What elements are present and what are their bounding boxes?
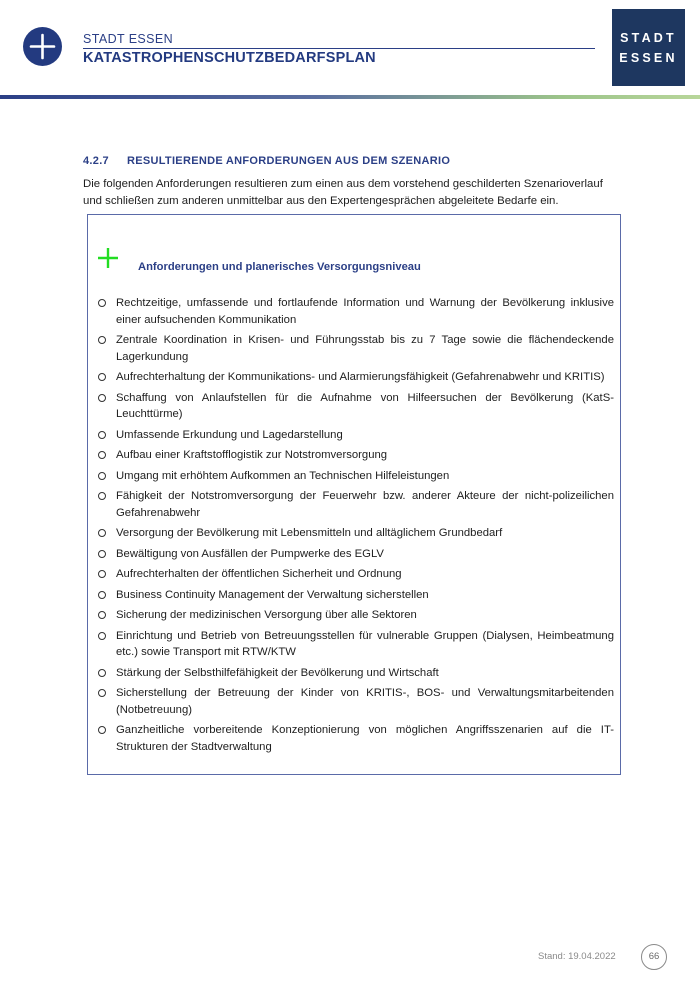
circle-bullet-icon: [98, 472, 106, 480]
plus-icon: [23, 27, 62, 66]
circle-bullet-icon: [98, 529, 106, 537]
section-title: RESULTIERENDE ANFORDERUNGEN AUS DEM SZENARIO: [126, 155, 451, 167]
stadt-essen-logo: [612, 9, 685, 86]
circle-bullet-icon: [98, 726, 106, 734]
list-item: Versorgung der Bevölkerung mit Lebensmitteln und alltäglichem Grundbedarf: [96, 525, 614, 542]
list-item: Rechtzeitige, umfassende und fortlaufende Information und Warnung der Bevölkerung inklusive einer aufsuchenden Kommunikation: [96, 295, 614, 328]
list-item: Fähigkeit der Notstromversorgung der Feuerwehr bzw. anderer Akteure der nicht-polizeilichen Gefahrenabwehr: [96, 488, 614, 521]
list-item: Umgang mit erhöhtem Aufkommen an Technischen Hilfeleistungen: [96, 468, 614, 485]
circle-bullet-icon: [98, 570, 106, 578]
footer-date: Stand: 19.04.2022: [538, 951, 616, 962]
header-plus-badge: [23, 27, 62, 66]
section-intro: Die folgenden Anforderungen resultieren zum einen aus dem vorstehend geschilderten Szenarioverlauf und schließen zum anderen unmittelbar aus den Expertengesprächen abgeleitete Bedarfe ein.: [83, 178, 603, 207]
circle-bullet-icon: [98, 431, 106, 439]
section-number: 4.2.7: [83, 155, 109, 167]
list-item: Zentrale Koordination in Krisen- und Führungsstab bis zu 7 Tage sowie die flächendeckende Lagerkundung: [96, 332, 614, 365]
header-gradient-bar: [0, 95, 700, 99]
list-item: Sicherung der medizinischen Versorgung über alle Sektoren: [96, 607, 614, 624]
circle-bullet-icon: [98, 299, 106, 307]
requirements-list: [96, 295, 614, 759]
list-item: Ganzheitliche vorbereitende Konzeptionierung von möglichen Angriffsszenarien auf die IT-Strukturen der Stadtverwaltung: [96, 722, 614, 755]
circle-bullet-icon: [98, 451, 106, 459]
circle-bullet-icon: [98, 611, 106, 619]
circle-bullet-icon: [98, 689, 106, 697]
circle-bullet-icon: [98, 492, 106, 500]
logo-line-1: STADT: [620, 31, 677, 45]
circle-bullet-icon: [98, 669, 106, 677]
list-item: Aufrechterhaltung der Kommunikations- und Alarmierungsfähigkeit (Gefahrenabwehr und KRITIS): [96, 369, 614, 386]
circle-bullet-icon: [98, 336, 106, 344]
list-item: Stärkung der Selbsthilfefähigkeit der Bevölkerung und Wirtschaft: [96, 665, 614, 682]
list-item: Business Continuity Management der Verwaltung sicherstellen: [96, 587, 614, 604]
list-item: Aufrechterhalten der öffentlichen Sicherheit und Ordnung: [96, 566, 614, 583]
page-number: 66: [641, 944, 667, 970]
list-item: Aufbau einer Kraftstofflogistik zur Notstromversorgung: [96, 447, 614, 464]
document-title: KATASTROPHENSCHUTZBEDARFSPLAN: [83, 50, 376, 66]
green-plus-icon: [96, 246, 120, 270]
section-heading: [83, 155, 450, 167]
header-organization: STADT ESSEN: [83, 32, 174, 46]
circle-bullet-icon: [98, 550, 106, 558]
list-item: Bewältigung von Ausfällen der Pumpwerke des EGLV: [96, 546, 614, 563]
circle-bullet-icon: [98, 632, 106, 640]
circle-bullet-icon: [98, 373, 106, 381]
header-divider: [83, 48, 595, 49]
list-item: Sicherstellung der Betreuung der Kinder von KRITIS-, BOS- und Verwaltungsmitarbeitenden (Notbetreuung): [96, 685, 614, 718]
list-item: Schaffung von Anlaufstellen für die Aufnahme von Hilfeersuchen der Bevölkerung (KatS-Leuchttürme): [96, 390, 614, 423]
circle-bullet-icon: [98, 394, 106, 402]
circle-bullet-icon: [98, 591, 106, 599]
list-item: Einrichtung und Betrieb von Betreuungsstellen für vulnerable Gruppen (Dialysen, Heimbeatmung etc.) sowie Transport mit RTW/KTW: [96, 628, 614, 661]
list-item: Umfassende Erkundung und Lagedarstellung: [96, 427, 614, 444]
logo-line-2: ESSEN: [619, 51, 678, 65]
requirements-box-title: Anforderungen und planerisches Versorgungsniveau: [138, 261, 421, 273]
